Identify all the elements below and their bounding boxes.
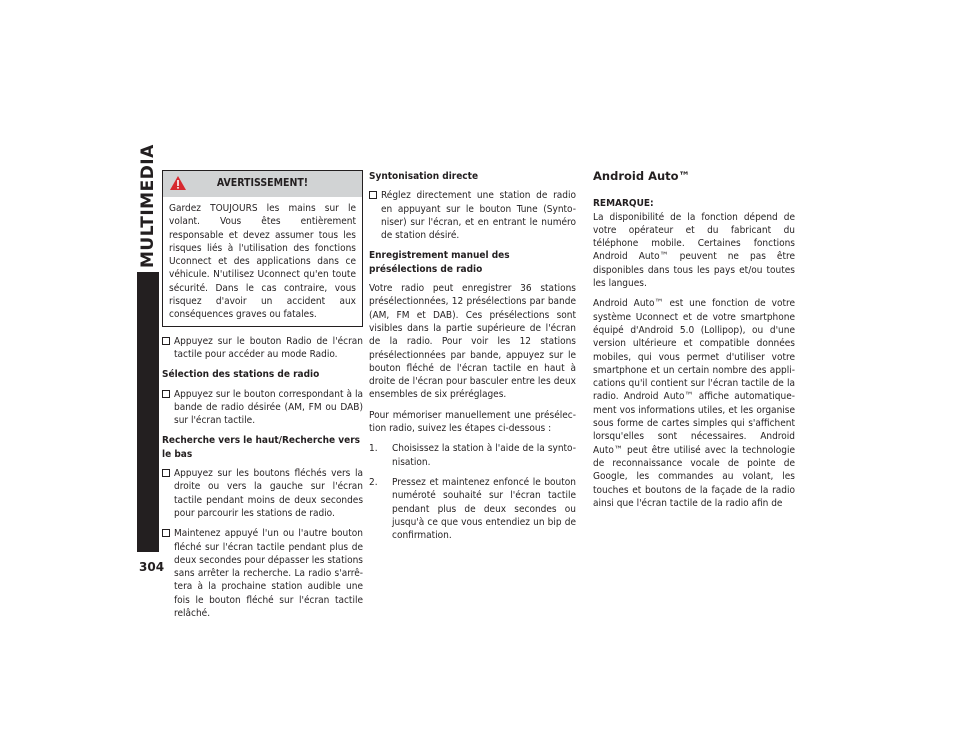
section-tab: MULTIMEDIA <box>138 144 158 268</box>
list-item: Maintenez appuyé l'un ou l'autre bouton fléché sur l'écran tactile pendant plus de deux secondes pour dépasser les stations sans arrêter la recherche. La radio s'arrê-tera à la prochaine station audible une fois le bouton fléché sur l'écran tactile relâché. <box>162 527 363 620</box>
checkbox-bullet-icon <box>162 529 170 537</box>
warning-triangle-icon <box>169 175 187 191</box>
section-heading: Syntonisation directe <box>369 171 479 182</box>
warning-title: AVERTISSEMENT! <box>216 177 309 190</box>
section-heading: Android Auto™ <box>593 169 691 183</box>
warning-box <box>162 170 363 327</box>
list-item: Réglez directement une station de radio en appuyant sur le bouton Tune (Synto-niser) sur l'écran, et en entrant le numéro de station désiré. <box>369 189 576 242</box>
checkbox-bullet-icon <box>369 191 377 199</box>
page-number: 304 <box>139 560 165 574</box>
column-3 <box>593 170 795 517</box>
paragraph: Android Auto™ est une fonction de votre système Uconnect et de votre smartphone équipé d'Android 5.0 (Lollipop), ou d'une version ultérieure et compatible données mobiles, qui vous permet d'utiliser votre smartphone et un certain nombre des appli-cations qu'il contient sur l'écran tactile de la radio. Android Auto™ affiche automatique-ment vos informations utiles, et les organise sous forme de cartes simples qui s'affichent lorsqu'elles sont nécessaires. Android Auto™ peut être utilisé avec la technologie de reconnaissance vocale de pointe de Google, les commandes au volant, les touches et boutons de la façade de la radio ainsi que l'écran tactile de la radio afin de <box>593 298 795 509</box>
paragraph: Pour mémoriser manuellement une présélec-tion radio, suivez les étapes ci-dessous : <box>369 409 576 435</box>
list-item: Appuyez sur les boutons fléchés vers la droite ou vers la gauche sur l'écran tactile pendant moins de deux secondes pour parcourir les stations de radio. <box>162 467 363 520</box>
section-heading: Sélection des stations de radio <box>162 369 320 381</box>
list-item: Appuyez sur le bouton correspondant à la bande de radio désirée (AM, FM ou DAB) sur l'écran tactile. <box>162 388 363 428</box>
list-item: Appuyez sur le bouton Radio de l'écran tactile pour accéder au mode Radio. <box>162 335 363 362</box>
checkbox-bullet-icon <box>162 469 170 477</box>
column-2 <box>369 170 576 549</box>
checkbox-bullet-icon <box>162 337 170 345</box>
checkbox-bullet-icon <box>162 390 170 398</box>
list-item: 2. Pressez et maintenez enfoncé le bouton numéroté souhaité sur l'écran tactile pendant plus de deux secondes ou jusqu'à ce que vous entendiez un bip de confirmation. <box>369 476 576 542</box>
section-rule <box>137 272 159 552</box>
section-heading: Enregistrement manuel des présélections de radio <box>369 250 510 275</box>
warning-text: Gardez TOUJOURS les mains sur le volant. Vous êtes entièrement responsable et devez assumer tous les risques liés à l'utilisation des fonctions Uconnect et des applications dans ce véhicule. N'utilisez Uconnect qu'en toute sécurité. Dans le cas contraire, vous risquez d'avoir un accident aux conséquences graves ou fatales. <box>169 203 356 321</box>
warning-header <box>163 171 362 197</box>
remark-title: REMARQUE: <box>593 198 654 210</box>
column-1 <box>162 170 363 627</box>
remark-text: La disponibilité de la fonction dépend de votre opérateur et du fabricant du téléphone mobile. Certaines fonctions Android Auto™ peuvent ne pas être disponibles dans tous les pays et/ou toutes les langues. <box>593 211 795 290</box>
list-item: 1. Choisissez la station à l'aide de la synto-nisation. <box>369 443 576 468</box>
paragraph: Votre radio peut enregistrer 36 stations présélectionnées, 12 présélections par bande (AM, FM et DAB). Ces présélections sont visibles dans la partie supérieure de l'écran de la radio. Pour voir les 12 stations présélectionnées par bande, appuyez sur le bouton fléché de l'écran tactile en haut à droite de l'écran pour basculer entre les deux ensembles de six préréglages. <box>369 283 576 401</box>
section-heading: Recherche vers le haut/Recherche vers le bas <box>162 435 361 460</box>
